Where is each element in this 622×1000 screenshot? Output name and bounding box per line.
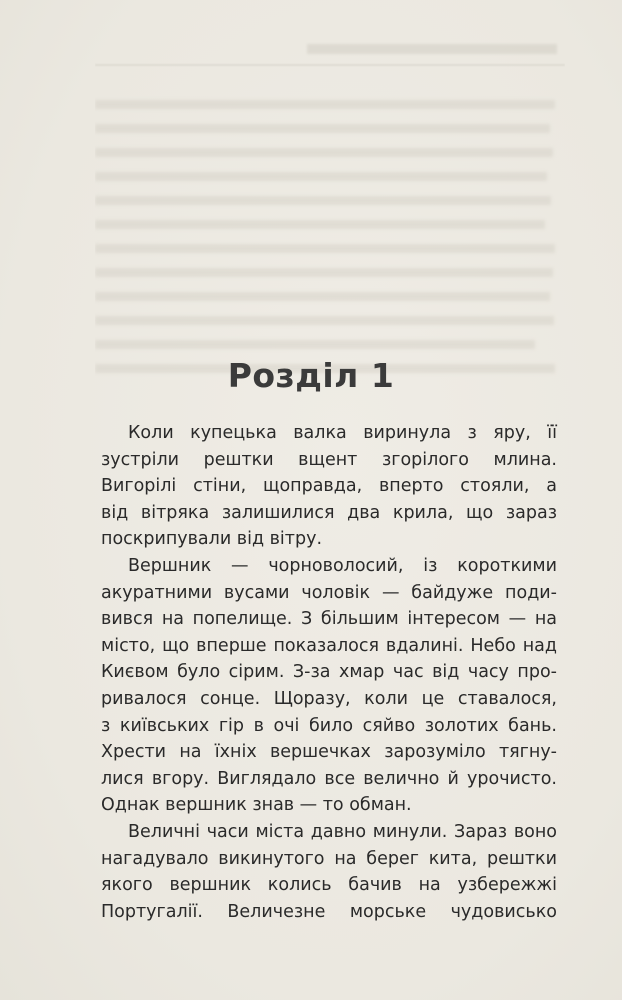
text-line: лися вгору. Виглядало все велично й урочисто. xyxy=(101,768,557,789)
text-line: з київських гір в очі било сяйво золотих бань. xyxy=(101,715,557,736)
text-line: від вітряка залишилися два крила, що зараз xyxy=(101,502,557,523)
text-line: нагадувало викинутого на берег кита, рештки xyxy=(101,848,557,869)
text-line: Португалії. Величезне морське чудовисько xyxy=(101,901,557,922)
text-line: Вигорілі стіни, щоправда, вперто стояли, а xyxy=(101,476,557,497)
paragraph-2 xyxy=(101,553,557,819)
text-line: зустріли рештки вщент згорілого млина. xyxy=(101,449,557,470)
text-line: місто, що вперше показалося вдалині. Небо над xyxy=(101,635,557,656)
chapter-body xyxy=(101,420,557,925)
text-line: якого вершник колись бачив на узбережжі xyxy=(101,875,557,896)
text-line: Києвом було сірим. З-за хмар час від часу про- xyxy=(101,662,557,683)
text-line: вився на попелище. З більшим інтересом — на xyxy=(101,609,557,630)
text-line: Вершник — чорноволосий, із короткими xyxy=(128,555,557,576)
text-line: поскрипували від вітру. xyxy=(101,529,323,550)
text-line: акуратними вусами чоловік — байдуже поди- xyxy=(101,582,557,603)
text-line: Величні часи міста давно минули. Зараз воно xyxy=(128,821,557,842)
text-line: Хрести на їхніх вершечках зарозуміло тягну- xyxy=(101,742,557,763)
text-line: Коли купецька валка виринула з яру, її xyxy=(128,423,557,443)
text-line: ривалося сонце. Щоразу, коли це ставалося, xyxy=(101,688,557,709)
show-through-text xyxy=(95,42,565,402)
paragraph-1 xyxy=(101,420,557,553)
chapter-title: Розділ 1 xyxy=(227,356,395,395)
paragraph-3 xyxy=(101,819,557,925)
text-line: Однак вершник знав — то обман. xyxy=(101,795,412,816)
